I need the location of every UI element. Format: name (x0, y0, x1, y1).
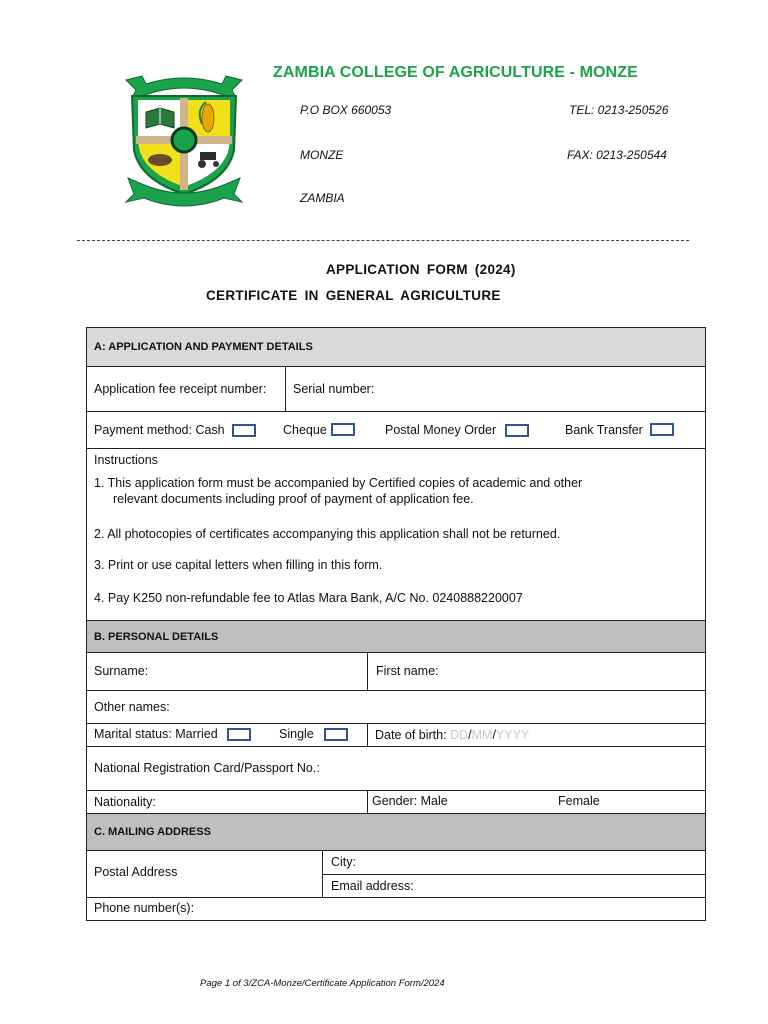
header-divider (77, 240, 689, 241)
email-address-label: Email address: (331, 879, 414, 893)
country: ZAMBIA (300, 191, 345, 205)
instruction-item: 3. Print or use capital letters when filling in this form. (94, 558, 383, 572)
payment-method-row (87, 412, 705, 449)
marital-status-married-label: Marital status: Married (94, 727, 218, 741)
section-b-heading-row (87, 621, 705, 653)
nrc-row (87, 747, 705, 791)
nationality-label: Nationality: (94, 795, 156, 809)
cell-divider (367, 724, 368, 746)
phone-row (87, 898, 705, 920)
date-of-birth-label: Date of birth: (375, 728, 447, 742)
cell-divider (367, 653, 368, 690)
form-title: APPLICATION FORM (2024) (326, 262, 516, 277)
single-label: Single (279, 727, 314, 741)
other-names-row (87, 691, 705, 724)
dob-year-placeholder: YYYY (495, 728, 530, 742)
instruction-item: 4. Pay K250 non-refundable fee to Atlas Mara Bank, A/C No. 0240888220007 (94, 591, 523, 605)
page-footer: Page 1 of 3/ZCA-Monze/Certificate Application Form/2024 (200, 978, 445, 989)
section-c-heading-row (87, 814, 705, 851)
cheque-checkbox[interactable] (331, 423, 355, 436)
other-names-label: Other names: (94, 700, 170, 714)
postal-money-order-checkbox[interactable] (505, 424, 529, 437)
college-crest-logo (120, 70, 248, 208)
fax: FAX: 0213-250544 (567, 148, 667, 162)
postal-address-row (87, 851, 705, 898)
dob-separator: / (468, 728, 472, 742)
postal-money-order-label: Postal Money Order (385, 423, 497, 437)
city-label: City: (331, 855, 356, 869)
cell-divider (367, 791, 368, 813)
married-checkbox[interactable] (227, 728, 251, 741)
receipt-serial-row (87, 367, 705, 412)
city-email-divider (322, 874, 705, 875)
instruction-item: 1. This application form must be accompanied by Certified copies of academic and other (94, 476, 583, 490)
section-c-heading: C. MAILING ADDRESS (94, 826, 211, 838)
application-form-table (86, 327, 706, 921)
instructions-block (87, 449, 705, 621)
gender-female-label: Female (558, 794, 600, 808)
name-row (87, 653, 705, 691)
instruction-item: relevant documents including proof of payment of application fee. (113, 492, 474, 506)
surname-label: Surname: (94, 664, 149, 678)
single-checkbox[interactable] (324, 728, 348, 741)
telephone: TEL: 0213-250526 (569, 103, 669, 117)
po-box: P.O BOX 660053 (300, 103, 392, 117)
instruction-item: 2. All photocopies of certificates accompanying this application shall not be returned. (94, 527, 561, 541)
serial-number-label: Serial number: (293, 382, 375, 396)
college-name: ZAMBIA COLLEGE OF AGRICULTURE - MONZE (273, 64, 638, 81)
first-name-label: First name: (376, 664, 439, 678)
marital-dob-row (87, 724, 705, 747)
cheque-label: Cheque (283, 423, 327, 437)
cash-checkbox[interactable] (232, 424, 256, 437)
town: MONZE (300, 148, 344, 162)
bank-transfer-label: Bank Transfer (565, 423, 643, 437)
phone-numbers-label: Phone number(s): (94, 901, 195, 915)
form-subtitle: CERTIFICATE IN GENERAL AGRICULTURE (206, 288, 501, 303)
postal-address-label: Postal Address (94, 865, 178, 879)
nrc-passport-label: National Registration Card/Passport No.: (94, 761, 320, 775)
section-a-heading: A: APPLICATION AND PAYMENT DETAILS (94, 341, 313, 353)
cell-divider (285, 367, 286, 411)
bank-transfer-checkbox[interactable] (650, 423, 674, 436)
section-b-heading: B. PERSONAL DETAILS (94, 631, 219, 643)
dob-day-placeholder: DD (450, 728, 469, 742)
dob-month-placeholder: MM (471, 728, 493, 742)
nationality-gender-row (87, 791, 705, 814)
payment-method-cash-label: Payment method: Cash (94, 423, 225, 437)
date-of-birth-field[interactable] (375, 728, 529, 742)
receipt-number-label: Application fee receipt number: (94, 382, 267, 396)
dob-separator: / (492, 728, 496, 742)
gender-male-label: Gender: Male (372, 794, 448, 808)
section-a-heading-row (87, 328, 705, 367)
instructions-title: Instructions (94, 453, 158, 467)
